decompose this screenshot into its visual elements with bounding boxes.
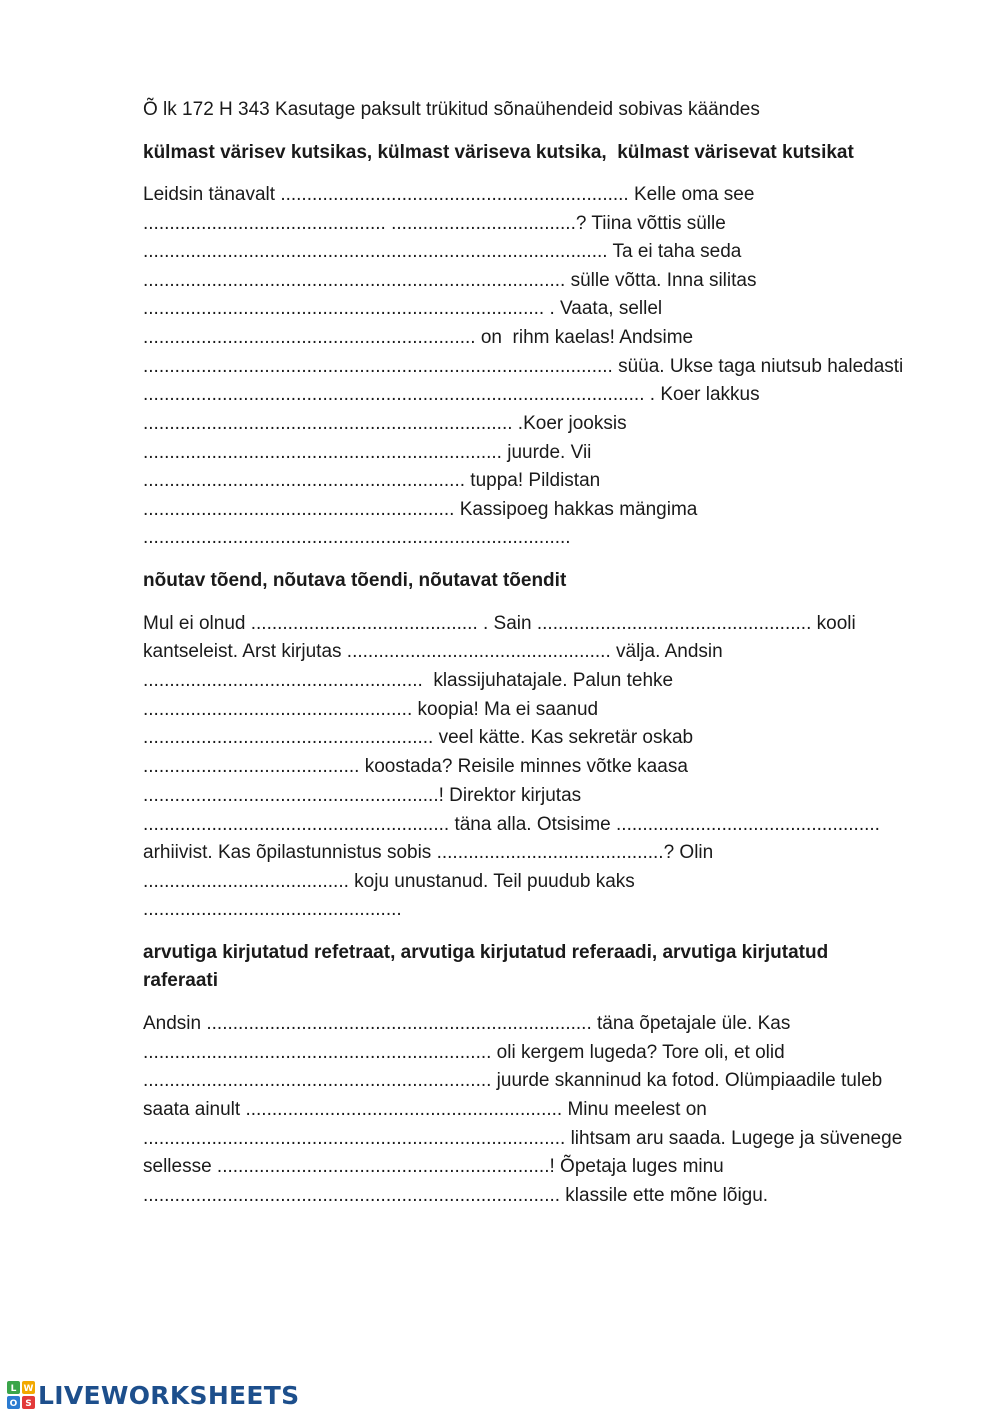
instruction-text: Õ lk 172 H 343 Kasutage paksult trükitud sõnaühendeid sobivas käändes bbox=[143, 99, 760, 120]
exercise-line: Andsin ......................................................................... täna õpetajale üle. Kas bbox=[143, 1013, 791, 1034]
section-heading-continued: raferaati bbox=[143, 970, 218, 991]
exercise-line: ................................................. bbox=[143, 899, 402, 920]
exercise-line: ................................................... koopia! Ma ei saanud bbox=[143, 699, 599, 720]
section-heading: nõutav tõend, nõutava tõendi, nõutavat tõendit bbox=[143, 570, 567, 591]
liveworksheets-logo-icon bbox=[6, 1380, 36, 1410]
exercise-line: arhiivist. Kas õpilastunnistus sobis ...........................................? Olin bbox=[143, 842, 714, 863]
exercise-line: ................................................................................ sülle võtta. Inna silitas bbox=[143, 270, 757, 291]
svg-text:L: L bbox=[10, 1384, 17, 1394]
exercise-line: ............................................................................... klassile ette mõne lõigu. bbox=[143, 1185, 769, 1206]
exercise-line: kantseleist. Arst kirjutas .................................................. välja. Andsin bbox=[143, 641, 723, 662]
exercise-line: ....................................................... veel kätte. Kas sekretär oskab bbox=[143, 727, 694, 748]
exercise-line: ........................................................! Direktor kirjutas bbox=[143, 785, 582, 806]
svg-text:W: W bbox=[23, 1384, 34, 1394]
exercise-line: Leidsin tänavalt .................................................................. Kelle oma see bbox=[143, 184, 755, 205]
exercise-line: .................................................................. oli kergem lugeda? Tore oli, et olid bbox=[143, 1042, 785, 1063]
logo-text: LIVEWORKSHEETS bbox=[38, 1380, 300, 1410]
exercise-line: saata ainult ............................................................ Minu meelest on bbox=[143, 1099, 707, 1120]
exercise-line: ...................................................................... .Koer jooksis bbox=[143, 413, 627, 434]
exercise-line: ............................................................. tuppa! Pildistan bbox=[143, 470, 601, 491]
exercise-line: .................................................................... juurde. Vii bbox=[143, 442, 592, 463]
exercise-line: ............................................................... on rihm kaelas! Andsime bbox=[143, 327, 694, 348]
exercise-line: ......................................................................................... süüa. Ukse taga niutsub haledasti bbox=[143, 356, 904, 377]
exercise-line: ..................................................... klassijuhatajale. Palun tehke bbox=[143, 670, 674, 691]
exercise-line: ........................................................................................ Ta ei taha seda bbox=[143, 241, 742, 262]
exercise-line: ........................................................... Kassipoeg hakkas mängima bbox=[143, 499, 698, 520]
exercise-line: ......................................... koostada? Reisile minnes võtke kaasa bbox=[143, 756, 688, 777]
exercise-line: ............................................................................................... . Koer lakkus bbox=[143, 384, 760, 405]
svg-text:S: S bbox=[25, 1399, 32, 1409]
exercise-line: ....................................... koju unustanud. Teil puudub kaks bbox=[143, 871, 635, 892]
exercise-line: sellesse ...............................................................! Õpetaja luges minu bbox=[143, 1156, 724, 1177]
exercise-line: Mul ei olnud ........................................... . Sain .................................................... kooli bbox=[143, 613, 856, 634]
svg-text:O: O bbox=[9, 1399, 18, 1409]
exercise-line: .......................................................... täna alla. Otsisime .................................................. bbox=[143, 814, 880, 835]
exercise-line: ................................................................................ lihtsam aru saada. Lugege ja süvenege bbox=[143, 1128, 903, 1149]
section-heading: arvutiga kirjutatud refetraat, arvutiga kirjutatud referaadi, arvutiga kirjutatud bbox=[143, 942, 829, 963]
section-heading: külmast värisev kutsikas, külmast väriseva kutsika, külmast värisevat kutsikat bbox=[143, 142, 854, 163]
exercise-line: ................................................................................. bbox=[143, 527, 571, 548]
liveworksheets-logo[interactable] bbox=[6, 1380, 299, 1410]
exercise-line: ............................................................................ . Vaata, sellel bbox=[143, 298, 663, 319]
exercise-line: .................................................................. juurde skanninud ka fotod. Olümpiaadile tuleb bbox=[143, 1070, 883, 1091]
exercise-line: .............................................. ...................................? Tiina võttis sülle bbox=[143, 213, 726, 234]
